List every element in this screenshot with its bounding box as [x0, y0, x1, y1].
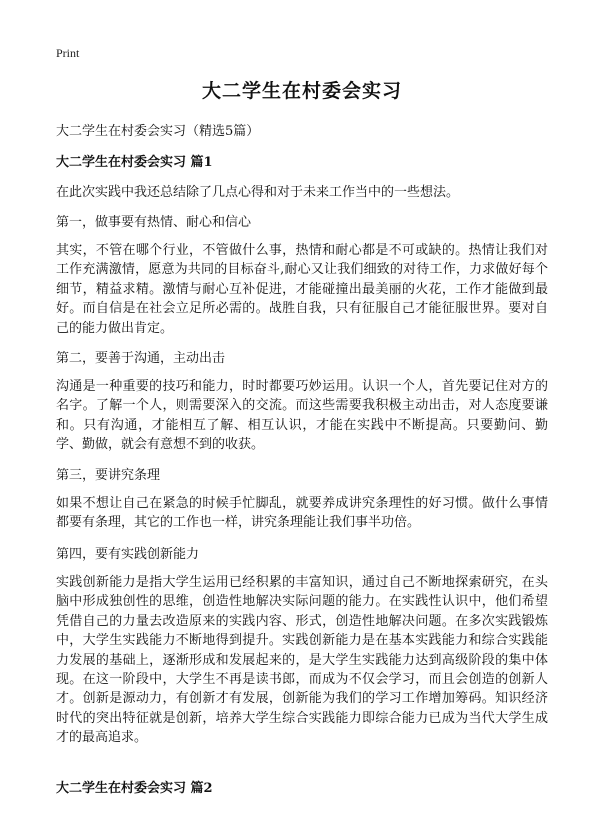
point3-title: 第三，要讲究条理 [56, 468, 161, 483]
article1-heading: 大二学生在村委会实习 篇1 [56, 155, 213, 170]
point2-body: 沟通是一种重要的技巧和能力，时时都要巧妙运用。认识一个人，首先要记住对方的名字。了解一个人，则需要深入的交流。而这些需要我积极主动出击，对人态度要谦和。只有沟通，才能相互了解、相互认识，才能在实践中不断提高。只要勤问、勤学、勤做，就会有意想不到的收获。 [56, 379, 548, 453]
article1-intro: 在此次实践中我还总结除了几点心得和对于未来工作当中的一些想法。 [56, 185, 460, 200]
point1-title: 第一，做事要有热情、耐心和信心 [56, 215, 252, 230]
point3-body: 如果不想让自己在紧急的时候手忙脚乱，就要养成讲究条理性的好习惯。做什么事情都要有条理，其它的工作也一样，讲究条理能让我们事半功倍。 [56, 496, 548, 531]
point4-title: 第四，要有实践创新能力 [56, 547, 200, 562]
point1-body: 其实，不管在哪个行业，不管做什么事，热情和耐心都是不可或缺的。热情让我们对工作充满激情，愿意为共同的目标奋斗,耐心又让我们细致的对待工作，力求做好每个细节，精益求精。激情与耐心互补促进，才能碰撞出最美丽的火花，工作才能做到最好。而自信是在社会立足所必需的。战胜自我，只有征服自己才能征服世界。要对自己的能力做出肯定。 [56, 243, 548, 336]
article2-heading: 大二学生在村委会实习 篇2 [56, 781, 213, 796]
point4-body: 实践创新能力是指大学生运用已经积累的丰富知识，通过自己不断地探索研究，在头脑中形成独创性的思维，创造性地解决实际问题的能力。在实践性认识中，他们希望凭借自己的力量去改造原来的实践内容、形式，创造性地解决问题。在多次实践锻炼中，大学生实践能力不断地得到提升。实践创新能力是在基本实践能力和综合实践能力发展的基础上，逐渐形成和发展起来的，是大学生实践能力达到高级阶段的集中体现。在这一阶段中，大学生不再是读书郎，而成为不仅会学习，而且会创造的创新人才。创新是源动力，有创新才有发展，创新能为我们的学习工作增加筹码。知识经济时代的突出特征就是创新，培养大学生综合实践能力即综合能力已成为当代大学生成才的最高追求。 [56, 575, 548, 746]
point2-title: 第二，要善于沟通，主动出击 [56, 351, 226, 366]
subtitle: 大二学生在村委会实习（精选5篇） [56, 124, 260, 139]
page-title: 大二学生在村委会实习 [201, 80, 402, 102]
print-link[interactable]: Print [56, 46, 80, 60]
